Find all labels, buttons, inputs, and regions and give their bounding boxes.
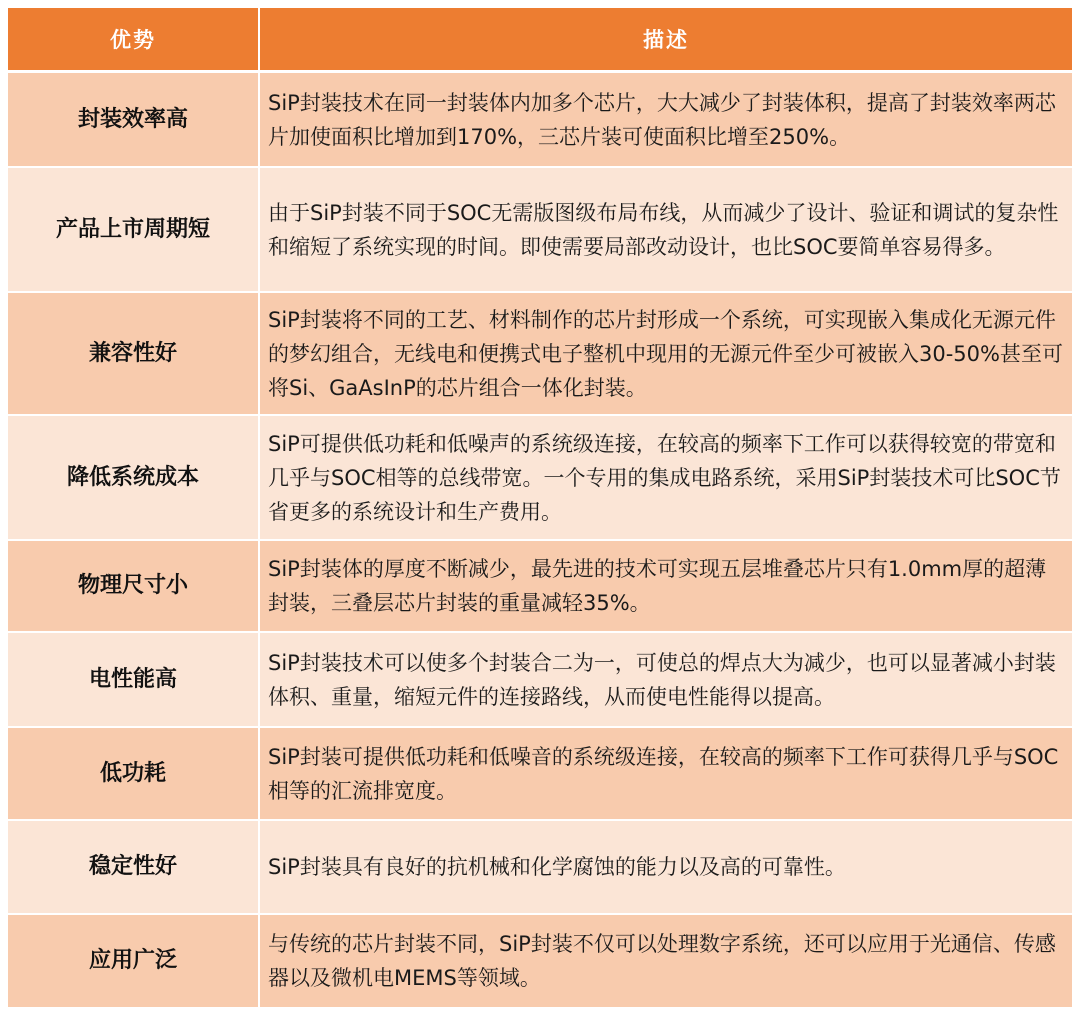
table-row (8, 915, 1072, 1009)
advantage-cell: 低功耗 (8, 728, 260, 821)
header-description: 描述 (260, 8, 1072, 73)
advantage-cell: 电性能高 (8, 633, 260, 728)
description-cell: SiP封装具有良好的抗机械和化学腐蚀的能力以及高的可靠性。 (260, 821, 1072, 915)
table-row (8, 821, 1072, 915)
advantage-cell: 兼容性好 (8, 293, 260, 416)
table-row (8, 416, 1072, 541)
table-row (8, 73, 1072, 168)
header-advantage: 优势 (8, 8, 260, 73)
advantage-cell: 降低系统成本 (8, 416, 260, 541)
table-row (8, 728, 1072, 821)
table-row (8, 633, 1072, 728)
table-row (8, 168, 1072, 293)
advantages-table (8, 8, 1072, 1009)
header-row (8, 8, 1072, 73)
description-cell: 与传统的芯片封装不同，SiP封装不仅可以处理数字系统，还可以应用于光通信、传感器以及微机电MEMS等领域。 (260, 915, 1072, 1009)
description-cell: SiP可提供低功耗和低噪声的系统级连接，在较高的频率下工作可以获得较宽的带宽和几乎与SOC相等的总线带宽。一个专用的集成电路系统，采用SiP封装技术可比SOC节省更多的系统设计和生产费用。 (260, 416, 1072, 541)
description-cell: 由于SiP封装不同于SOC无需版图级布局布线，从而减少了设计、验证和调试的复杂性和缩短了系统实现的时间。即使需要局部改动设计，也比SOC要简单容易得多。 (260, 168, 1072, 293)
description-cell: SiP封装将不同的工艺、材料制作的芯片封形成一个系统，可实现嵌入集成化无源元件的梦幻组合，无线电和便携式电子整机中现用的无源元件至少可被嵌入30-50%甚至可将Si、GaAsInP的芯片组合一体化封装。 (260, 293, 1072, 416)
advantage-cell: 产品上市周期短 (8, 168, 260, 293)
advantage-cell: 物理尺寸小 (8, 541, 260, 633)
advantage-cell: 应用广泛 (8, 915, 260, 1009)
description-cell: SiP封装体的厚度不断减少，最先进的技术可实现五层堆叠芯片只有1.0mm厚的超薄封装，三叠层芯片封装的重量减轻35%。 (260, 541, 1072, 633)
advantage-cell: 稳定性好 (8, 821, 260, 915)
description-cell: SiP封装可提供低功耗和低噪音的系统级连接，在较高的频率下工作可获得几乎与SOC相等的汇流排宽度。 (260, 728, 1072, 821)
table-row (8, 541, 1072, 633)
advantage-cell: 封装效率高 (8, 73, 260, 168)
description-cell: SiP封装技术在同一封装体内加多个芯片，大大减少了封装体积，提高了封装效率两芯片加使面积比增加到170%，三芯片装可使面积比增至250%。 (260, 73, 1072, 168)
table-row (8, 293, 1072, 416)
description-cell: SiP封装技术可以使多个封装合二为一，可使总的焊点大为减少，也可以显著减小封装体积、重量，缩短元件的连接路线，从而使电性能得以提高。 (260, 633, 1072, 728)
